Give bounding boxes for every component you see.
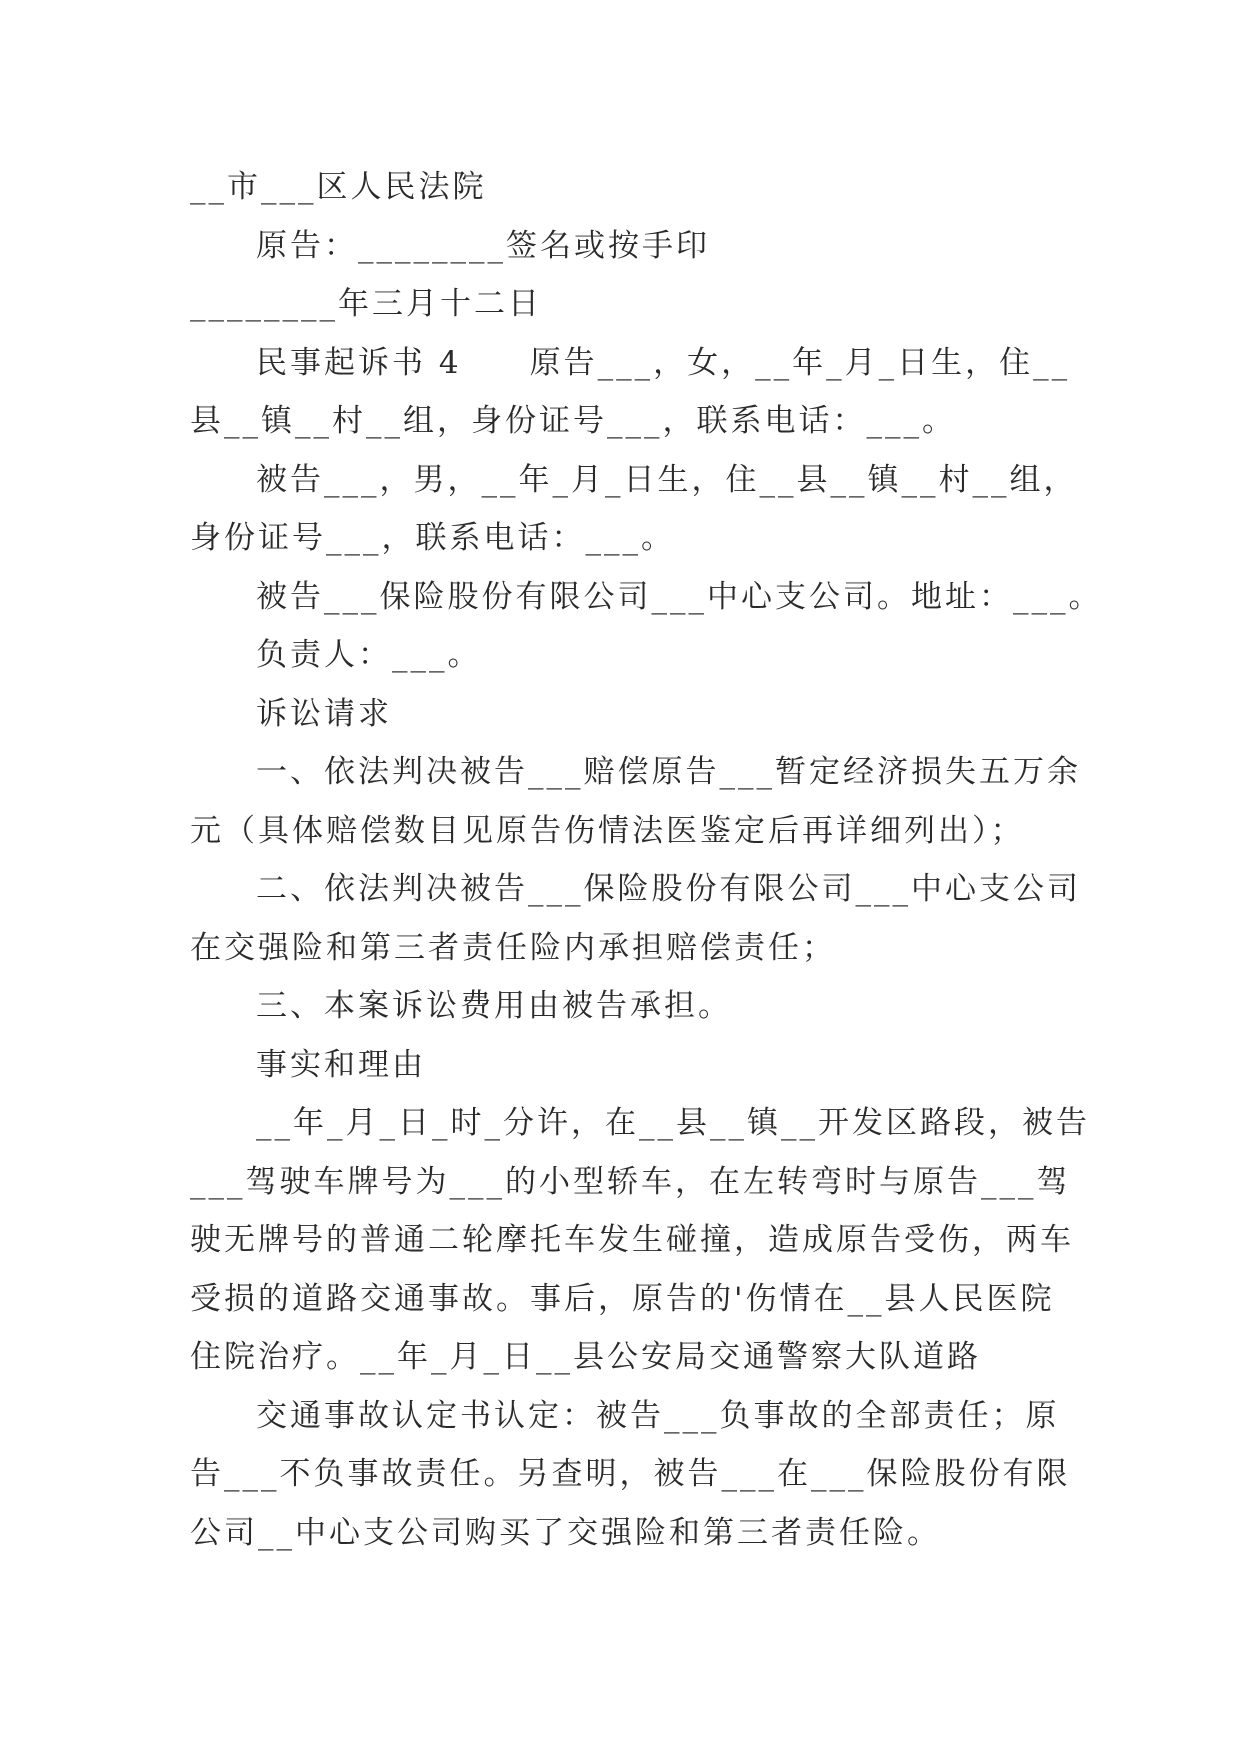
facts-line-8: 公司__中心支公司购买了交强险和第三者责任险。 [190, 1514, 941, 1551]
claims-heading: 诉讼请求 [256, 695, 392, 732]
claim-2-line-1: 二、依法判决被告___保险股份有限公司___中心支公司 [256, 871, 1081, 907]
plaintiff-signature-line: 原告：________签名或按手印 [256, 227, 710, 264]
facts-line-1: __年_月_日_时_分许，在__县__镇__开发区路段，被告 [256, 1105, 1090, 1141]
defendant-contact-line: 身份证号___，联系电话：___。 [190, 520, 675, 556]
facts-line-2: ___驾驶车牌号为___的小型轿车，在左转弯时与原告___驾 [190, 1163, 1071, 1200]
facts-heading: 事实和理由 [256, 1046, 426, 1083]
responsible-person-line: 负责人：___。 [256, 637, 482, 673]
facts-line-7: 告___不负事故责任。另查明，被告___在___保险股份有限 [190, 1456, 1071, 1492]
date-line: ________年三月十二日 [190, 286, 542, 322]
complaint-title-plaintiff-line: 民事起诉书 4 原告___，女，__年_月_日生，住__ [256, 344, 1071, 381]
claim-2-line-2: 在交强险和第三者责任险内承担赔偿责任； [190, 929, 836, 966]
insurer-defendant-line: 被告___保险股份有限公司___中心支公司。地址：___。 [256, 578, 1103, 615]
facts-line-4: 受损的道路交通事故。事后，原告的'伤情在__县人民医院 [190, 1280, 1055, 1317]
document-body [190, 158, 1103, 1562]
defendant-info-line: 被告___，男，__年_月_日生，住__县__镇__村__组， [256, 461, 1078, 498]
claim-1-line-1: 一、依法判决被告___赔偿原告___暂定经济损失五万余 [256, 754, 1081, 790]
facts-line-3: 驶无牌号的普通二轮摩托车发生碰撞，造成原告受伤，两车 [190, 1222, 1074, 1258]
facts-line-5: 住院治疗。__年_月_日__县公安局交通警察大队道路 [190, 1339, 981, 1375]
facts-line-6: 交通事故认定书认定：被告___负事故的全部责任；原 [256, 1397, 1060, 1434]
court-address-line: __市___区人民法院 [190, 169, 487, 205]
claim-1-line-2: 元（具体赔偿数目见原告伤情法医鉴定后再详细列出）； [190, 812, 1025, 849]
claim-3-line: 三、本案诉讼费用由被告承担。 [256, 988, 732, 1024]
plaintiff-info-line: 县__镇__村__组，身份证号___，联系电话：___。 [190, 403, 956, 439]
